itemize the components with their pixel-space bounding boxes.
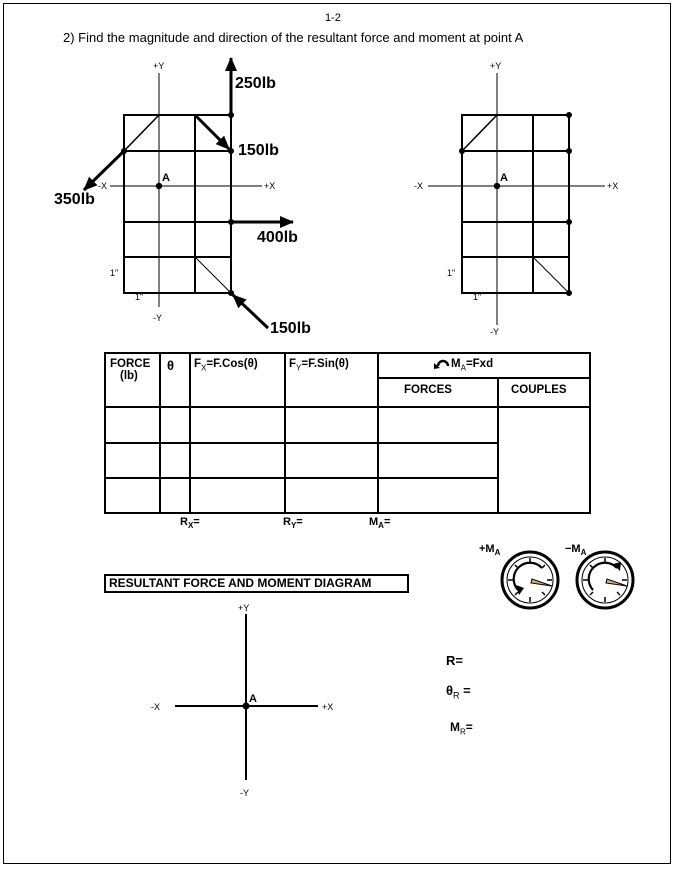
force-label-150-top: 150lb	[238, 142, 279, 159]
right-minus-x: -X	[414, 181, 423, 191]
mr-eq: =	[465, 720, 473, 734]
fy-sub: Y	[296, 363, 302, 373]
page-number: 1-2	[325, 12, 341, 24]
header-theta: θ	[167, 358, 175, 373]
header-fx	[194, 358, 258, 374]
header-force	[110, 358, 150, 382]
force-label-150-bottom: 150lb	[270, 320, 311, 337]
pos-m: +M	[479, 543, 495, 555]
right-diag-2	[533, 257, 569, 293]
left-axes	[110, 73, 262, 307]
fx-f: F	[194, 358, 202, 370]
resultant-plus-x: +X	[322, 702, 334, 712]
problem-statement: 2) Find the magnitude and direction of the resultant force and moment at point A	[63, 30, 524, 45]
ry-eq: =	[296, 516, 303, 528]
right-axes	[428, 73, 605, 325]
fy-theta: θ	[338, 358, 345, 370]
left-point-a: A	[162, 172, 170, 184]
header-moment	[451, 358, 493, 374]
neg-sub: A	[580, 548, 587, 558]
right-unit-h: 1"	[473, 292, 482, 302]
rx-eq: =	[193, 516, 200, 528]
left-unit-v: 1"	[110, 268, 119, 278]
right-points	[459, 112, 572, 296]
left-plus-y: +Y	[153, 61, 165, 71]
left-points	[121, 112, 234, 296]
pos-sub: A	[494, 548, 501, 558]
header-fy	[289, 358, 349, 374]
sum-rx	[180, 516, 200, 530]
moment-expr: =Fxd	[465, 358, 494, 370]
rx-sub: X	[187, 521, 194, 531]
right-unit-v: 1"	[447, 268, 456, 278]
force-label-250: 250lb	[235, 75, 276, 92]
left-diag-1	[124, 115, 159, 151]
force-table-grid	[105, 353, 590, 513]
mr-m: M	[450, 720, 460, 734]
left-minus-x: -X	[98, 181, 107, 191]
left-grid	[124, 115, 231, 293]
answer-theta	[446, 683, 471, 701]
left-plus-x: +X	[264, 181, 276, 191]
theta-eq: =	[459, 683, 471, 698]
header-couples: COUPLES	[511, 384, 567, 396]
right-diag-1	[462, 115, 497, 151]
resultant-axes	[151, 603, 333, 798]
force-label-350: 350lb	[54, 191, 95, 208]
left-minus-y: -Y	[153, 313, 162, 323]
sum-ry	[283, 516, 303, 530]
fx-theta: θ	[247, 358, 254, 370]
header-force-line1: FORCE	[110, 358, 151, 370]
fx-sub: X	[201, 363, 207, 373]
ma-eq: =	[383, 516, 391, 528]
answer-mr	[450, 720, 473, 736]
mr-sub: R	[460, 727, 466, 737]
ma-sub: A	[378, 521, 384, 531]
negative-moment-dial	[577, 552, 633, 608]
positive-moment-label	[479, 543, 500, 557]
answer-r: R=	[446, 653, 463, 668]
moment-m: M	[451, 358, 461, 370]
left-unit-h: 1"	[135, 292, 144, 302]
force-arrow-150-bottom	[233, 295, 268, 328]
left-diagram	[54, 58, 311, 337]
resultant-minus-y: -Y	[240, 788, 249, 798]
right-plus-x: +X	[607, 181, 619, 191]
positive-moment-dial	[502, 552, 558, 608]
negative-moment-label	[565, 543, 586, 557]
rotation-icon	[434, 361, 448, 369]
resultant-minus-x: -X	[151, 702, 160, 712]
resultant-diagram-title: RESULTANT FORCE AND MOMENT DIAGRAM	[104, 574, 409, 593]
fy-close: )	[344, 358, 349, 370]
fx-close: )	[253, 358, 258, 370]
fx-expr: =F.Cos(	[206, 358, 248, 370]
right-grid	[462, 115, 569, 293]
force-arrow-150-top	[195, 115, 229, 149]
ry-r: R	[283, 516, 291, 528]
theta-symbol: θ	[446, 683, 454, 698]
force-label-400: 400lb	[257, 229, 298, 246]
rx-r: R	[180, 516, 188, 528]
right-point-a: A	[500, 172, 508, 184]
sum-ma	[369, 516, 390, 530]
ma-m: M	[369, 516, 379, 528]
fy-expr: =F.Sin(	[301, 358, 339, 370]
right-minus-y: -Y	[490, 327, 499, 337]
right-diagram	[414, 61, 618, 337]
moment-sub: A	[460, 363, 466, 373]
resultant-plus-y: +Y	[238, 603, 250, 613]
right-plus-y: +Y	[490, 61, 502, 71]
header-forces: FORCES	[404, 384, 452, 396]
ry-sub: Y	[290, 521, 297, 531]
resultant-point-a: A	[249, 693, 257, 705]
left-diag-2	[195, 257, 231, 293]
header-force-line2: (lb)	[120, 370, 138, 382]
neg-m: −M	[565, 543, 581, 555]
fy-f: F	[289, 358, 297, 370]
theta-sub: R	[453, 690, 460, 701]
